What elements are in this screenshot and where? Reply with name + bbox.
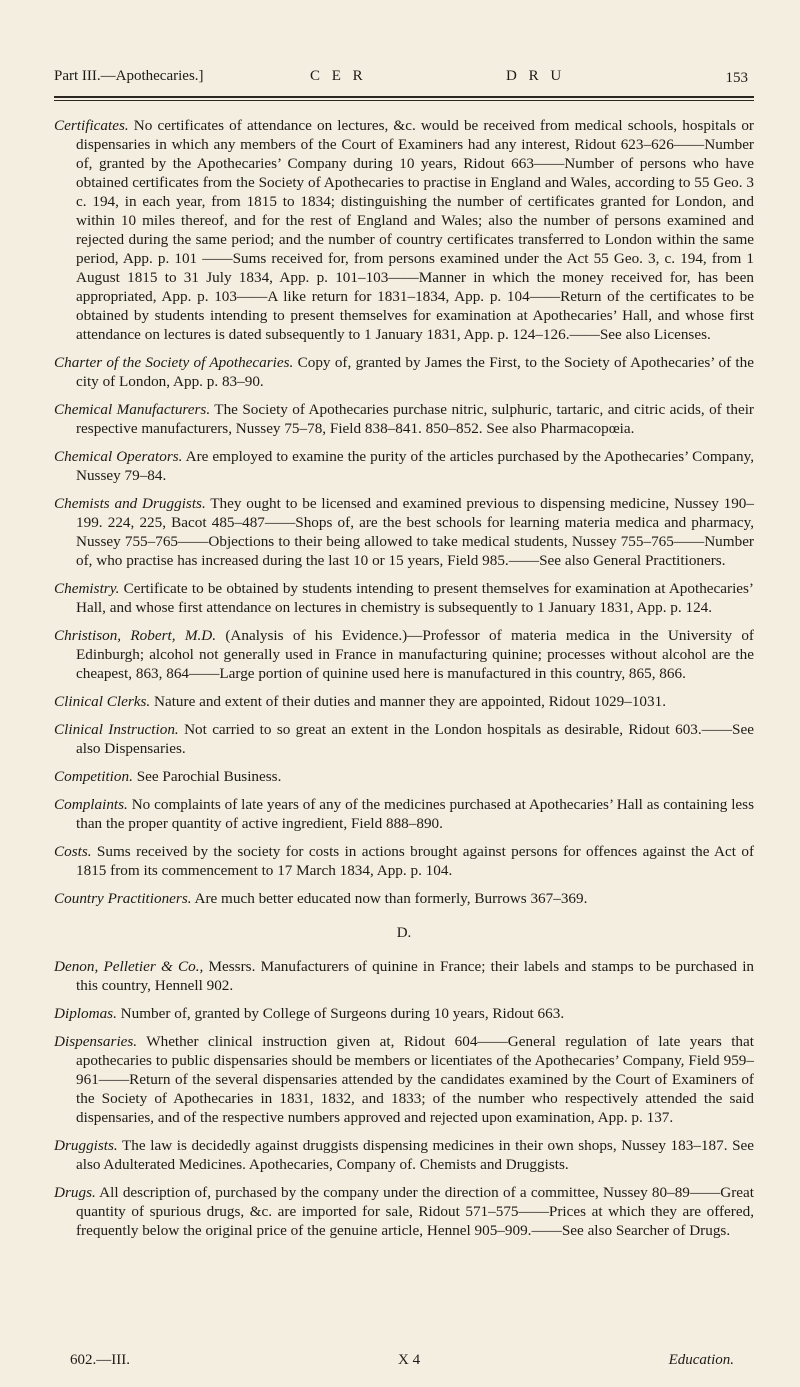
entry-text: See Parochial Business.: [132, 768, 282, 785]
entry-term: Denon, Pelletier & Co.,: [54, 958, 204, 975]
header-rule-thin: [54, 100, 754, 101]
entry-term: Christison, Robert, M.D.: [54, 627, 217, 644]
entry-term: Competition.: [54, 768, 133, 785]
entries-c: [54, 116, 754, 908]
entry-text: Not carried to so great an extent in the London hospitals as desirable, Ridout 603.——See also Dispensaries.: [76, 721, 754, 757]
index-entry: [54, 692, 754, 711]
entries-d: [54, 957, 754, 1240]
entry-text: All description of, purchased by the company under the direction of a committee, Nussey 80–89——Great quantity of spurious drugs, &c. are imported for sale, Ridout 571–575——Prices at which they are offered, frequently below the original price of the genuine article, Hennel 905–909.——See also Searcher of Drugs.: [76, 1184, 754, 1239]
entry-term: Chemical Operators.: [54, 448, 183, 465]
index-entry: [54, 1032, 754, 1127]
entry-term: Clinical Instruction.: [54, 721, 179, 738]
entry-term: Drugs.: [54, 1184, 96, 1201]
header-guide-right: D R U: [506, 68, 566, 84]
footer-sheet-mark: X 4: [398, 1352, 421, 1368]
entry-term: Costs.: [54, 843, 92, 860]
entry-text: The law is decidedly against druggists dispensing medicines in their own shops, Nussey 183–187. See also Adulterated Medicines. Apothecaries, Company of. Chemists and Druggists.: [76, 1137, 754, 1173]
footer-catchword: Education.: [668, 1352, 734, 1368]
entry-term: Chemistry.: [54, 580, 120, 597]
header-rule: [54, 96, 754, 98]
entry-text: No complaints of late years of any of the medicines purchased at Apothecaries’ Hall as containing less than the proper quantity of active ingredient, Field 888–890.: [76, 796, 754, 832]
index-entry: [54, 720, 754, 758]
index-entry: [54, 494, 754, 570]
index-entry: [54, 626, 754, 683]
entry-text: Nature and extent of their duties and manner they are appointed, Ridout 1029–1031.: [150, 693, 666, 710]
entry-text: Whether clinical instruction given at, Ridout 604——General regulation of late years that apothecaries to public dispensaries should be members or licentiates of the Apothecaries’ Company, Field 959–961——Return of the several dispensaries attended by the candidates examined by the Court of Examiners of the Society of Apothecaries in 1831, 1832, and 1833; of the number who respectively attended the said dispensaries, and of the respective numbers approved and rejected upon examination, App. p. 137.: [76, 1033, 754, 1126]
section-letter: D.: [396, 925, 412, 941]
page-number: 153: [725, 70, 748, 86]
index-entry: [54, 957, 754, 995]
entry-term: Clinical Clerks.: [54, 693, 151, 710]
entry-text: (Analysis of his Evidence.)—Professor of materia medica in the University of Edinburgh; alcohol not generally used in France in manufacturing quinine; processes without alcohol are the cheapest, 863, 864——Large portion of quinine used here is manufactured in this country, 865, 866.: [76, 627, 754, 682]
index-entry: [54, 116, 754, 344]
running-header: [54, 64, 754, 88]
entry-text: Certificate to be obtained by students intending to present themselves for examination at Apothecaries’ Hall, and whose first attendance on lectures in chemistry is subsequently to 1 January 1831, App. p. 124.: [76, 580, 754, 616]
header-section: Part III.—Apothecaries.]: [54, 68, 204, 84]
entry-text: Are much better educated now than formerly, Burrows 367–369.: [191, 890, 588, 907]
entry-term: Dispensaries.: [54, 1033, 138, 1050]
entry-term: Certificates.: [54, 117, 129, 134]
index-entry: [54, 1183, 754, 1240]
index-entry: [54, 447, 754, 485]
entry-term: Complaints.: [54, 796, 128, 813]
entry-text: They ought to be licensed and examined previous to dispensing medicine, Nussey 190–199. 224, 225, Bacot 485–487——Shops of, are the best schools for learning materia medica and pharmacy, Nussey 755–765——Objections to their being allowed to take medical students, Nussey 755–765——Number of, who practise has increased during the last 10 or 15 years, Field 985.——See also General Practitioners.: [76, 495, 754, 569]
entry-text: Sums received by the society for costs in actions brought against persons for offences against the Act of 1815 from its commencement to 17 March 1834, App. p. 104.: [76, 843, 754, 879]
entry-term: Chemical Manufacturers.: [54, 401, 211, 418]
entry-term: Country Practitioners.: [54, 890, 192, 907]
entry-term: Diplomas.: [54, 1005, 117, 1022]
index-entry: [54, 579, 754, 617]
index-content: [54, 116, 754, 1249]
index-entry: [54, 795, 754, 833]
entry-text: Number of, granted by College of Surgeons during 10 years, Ridout 663.: [116, 1005, 565, 1022]
header-guide-left: C E R: [310, 68, 367, 84]
page-footer: [70, 1352, 734, 1372]
index-entry: [54, 842, 754, 880]
entry-text: Copy of, granted by James the First, to the Society of Apothecaries’ of the city of London, App. p. 83–90.: [76, 354, 754, 390]
index-entry: [54, 400, 754, 438]
index-entry: [54, 767, 754, 786]
index-entry: [54, 353, 754, 391]
index-entry: [54, 889, 754, 908]
footer-signature: 602.—III.: [70, 1352, 130, 1368]
entry-term: Charter of the Society of Apothecaries.: [54, 354, 294, 371]
entry-term: Druggists.: [54, 1137, 118, 1154]
index-entry: [54, 1136, 754, 1174]
entry-text: The Society of Apothecaries purchase nitric, sulphuric, tartaric, and citric acids, of their respective manufacturers, Nussey 75–78, Field 838–841. 850–852. See also Pharmacopœia.: [76, 401, 754, 437]
entry-text: No certificates of attendance on lectures, &c. would be received from medical schools, hospitals or dispensaries in which any members of the Court of Examiners had any interest, Ridout 623–626——Number of, granted by the Apothecaries’ Company during 10 years, Ridout 663——Number of persons who have obtained certificates from the Society of Apothecaries to practise in England and Wales, according to 55 Geo. 3 c. 194, in each year, from 1815 to 1834; distinguishing the number of certificates granted for London, and within 10 miles thereof, and for the rest of England and Wales; also the number of persons examined and rejected during the same period; and the number of country certificates transferred to London within the same period, App. p. 101 ——Sums received for, from persons examined under the Act 55 Geo. 3, c. 194, from 1 August 1815 to 31 July 1834, App. p. 101–103——Manner in which the money received for, has been appropriated, App. p. 103——A like return for 1831–1834, App. p. 104——Return of the certificates to be obtained by students intending to present themselves for examination at Apothecaries’ Hall, and whose first attendance on lectures is dated subsequently to 1 January 1831, App. p. 124–126.——See also Licenses.: [76, 117, 754, 343]
entry-text: Messrs. Manufacturers of quinine in France; their labels and stamps to be purchased in this country, Hennell 902.: [76, 958, 755, 994]
entry-term: Chemists and Druggists.: [54, 495, 206, 512]
entry-text: Are employed to examine the purity of the articles purchased by the Apothecaries’ Company, Nussey 79–84.: [76, 448, 754, 484]
index-entry: [54, 1004, 754, 1023]
